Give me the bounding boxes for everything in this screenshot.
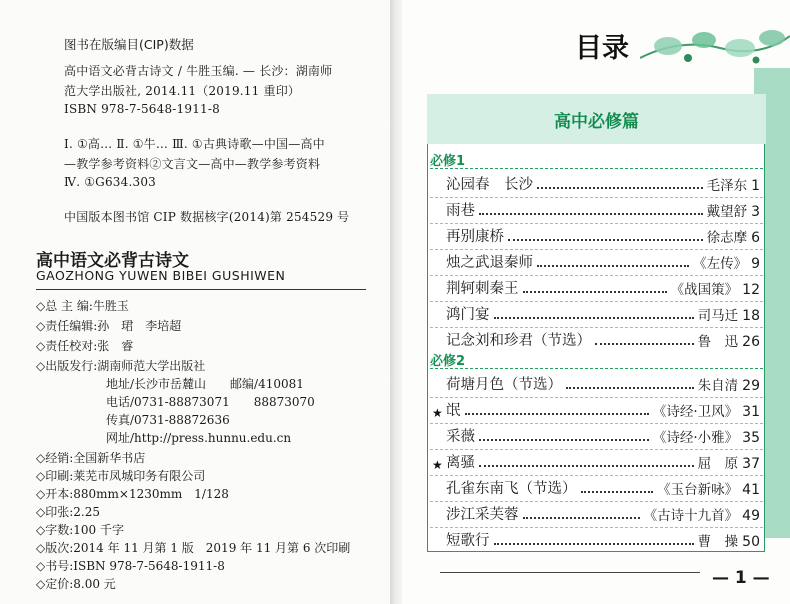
book-pinyin: GAOZHONG YUWEN BIBEI GUSHIWEN: [36, 268, 286, 283]
cip-title: 图书在版编目(CIP)数据: [64, 37, 194, 52]
book-gutter: [390, 0, 402, 604]
divider: [36, 289, 366, 290]
toc-section-label: 必修1: [430, 154, 466, 169]
info-edition: ◇版次:2014 年 11 月第 1 版 2019 年 11 月第 6 次印刷: [36, 541, 351, 555]
dot-leader: [523, 291, 667, 293]
toc-entry-author: 《诗经·卫风》: [652, 404, 739, 420]
info-responsible-editor: ◇责任编辑:孙 珺 李培超: [36, 319, 182, 333]
dot-leader: [581, 491, 654, 493]
toc-entry-title: 采薇: [446, 429, 475, 445]
toc-entry[interactable]: [446, 198, 760, 220]
toc-entry-author: 徐志摩: [706, 230, 748, 246]
dot-leader: [494, 317, 694, 319]
cip-record-number: 中国版本图书馆 CIP 数据核字(2014)第 254529 号: [64, 210, 350, 224]
toc-entry[interactable]: [446, 372, 760, 394]
toc-heading: 目录: [575, 33, 629, 64]
toc-entry-author: 鲁 迅: [697, 334, 739, 350]
info-price: ◇定价:8.00 元: [36, 577, 116, 591]
info-isbn: ◇书号:ISBN 978-7-5648-1911-8: [36, 559, 225, 573]
info-distributor: ◇经销:全国新华书店: [36, 451, 146, 465]
dot-leader: [595, 343, 694, 345]
toc-entry-page: 41: [742, 482, 760, 498]
toc-entry-title: 氓: [446, 403, 461, 419]
toc-entry-page: 3: [751, 204, 760, 220]
star-icon: ★: [432, 406, 443, 420]
star-icon: ★: [432, 458, 443, 472]
dot-leader: [566, 387, 694, 389]
toc-entry[interactable]: [446, 476, 760, 498]
page-number: — 1 —: [712, 568, 770, 588]
toc-entry-page: 35: [742, 430, 760, 446]
toc-entry-author: 屈 原: [697, 456, 739, 472]
toc-entry-page: 1: [751, 178, 760, 194]
toc-entry[interactable]: [446, 528, 760, 550]
toc-entry-title: 涉江采芙蓉: [446, 507, 519, 523]
toc-entry-title: 记念刘和珍君（节选）: [446, 333, 591, 349]
toc-entry[interactable]: [446, 224, 760, 246]
dot-leader: [479, 465, 694, 467]
info-format: ◇开本:880mm×1230mm 1/128: [36, 487, 229, 501]
toc-entry-title: 离骚: [446, 455, 475, 471]
toc-entry-page: 31: [742, 404, 760, 420]
toc-entry-author: 《诗经·小雅》: [652, 430, 739, 446]
toc-entry-author: 《战国策》: [670, 282, 739, 298]
book-title: 高中语文必背古诗文: [36, 251, 189, 271]
info-sheets: ◇印张:2.25: [36, 505, 100, 519]
toc-entry-author: 《古诗十九首》: [643, 508, 739, 524]
toc-entry-author: 毛泽东: [706, 178, 748, 194]
dot-leader: [537, 187, 703, 189]
toc-entry-author: 朱自清: [697, 378, 739, 394]
toc-entry-title: 短歌行: [446, 533, 490, 549]
toc-entry[interactable]: [446, 328, 760, 350]
footer-rule: [440, 572, 700, 573]
leaf-decoration-icon: [640, 18, 790, 78]
toc-entry[interactable]: [446, 502, 760, 524]
toc-entry-title: 再别康桥: [446, 229, 504, 245]
dot-leader: [494, 543, 694, 545]
info-phone: 电话/0731-88873071 88873070: [106, 395, 315, 409]
cip-line: Ⅰ. ①高… Ⅱ. ①牛… Ⅲ. ①古典诗歌—中国—高中: [64, 137, 325, 151]
toc-entry-author: 曹 操: [697, 534, 739, 550]
toc-entry-author: 《左传》: [693, 256, 748, 272]
toc-entry-page: 6: [751, 230, 760, 246]
dot-leader: [523, 517, 640, 519]
toc-entry[interactable]: [432, 398, 760, 420]
section-divider: [430, 368, 763, 369]
toc-entry[interactable]: [432, 450, 760, 472]
info-address: 地址/长沙市岳麓山 邮编/410081: [106, 377, 304, 391]
toc-entry-page: 49: [742, 508, 760, 524]
toc-entry-page: 9: [751, 256, 760, 272]
toc-entry[interactable]: [446, 172, 760, 194]
dot-leader: [465, 413, 649, 415]
info-editor-in-chief: ◇总 主 编:牛胜玉: [36, 299, 129, 313]
toc-entry-author: 司马迁: [697, 308, 739, 324]
toc-entry-title: 鸿门宴: [446, 307, 490, 323]
cip-line: Ⅳ. ①G634.303: [64, 175, 156, 189]
toc-section-label: 必修2: [430, 354, 466, 369]
info-publisher: ◇出版发行:湖南师范大学出版社: [36, 359, 206, 373]
toc-entry[interactable]: [446, 250, 760, 272]
toc-entry-title: 烛之武退秦师: [446, 255, 533, 271]
toc-entry-page: 29: [742, 378, 760, 394]
info-proofreader: ◇责任校对:张 睿: [36, 339, 134, 353]
cip-line: —教学参考资料②文言文—高中—教学参考资料: [64, 157, 321, 171]
info-words: ◇字数:100 千字: [36, 523, 124, 537]
dot-leader: [479, 213, 703, 215]
toc-entry-page: 18: [742, 308, 760, 324]
cip-line: ISBN 978-7-5648-1911-8: [64, 102, 220, 116]
toc-entry[interactable]: [446, 276, 760, 298]
dot-leader: [508, 239, 703, 241]
dot-leader: [537, 265, 689, 267]
toc-entry-title: 雨巷: [446, 203, 475, 219]
info-website: 网址/http://press.hunnu.edu.cn: [106, 431, 292, 445]
toc-entry[interactable]: [446, 424, 760, 446]
info-fax: 传真/0731-88872636: [106, 413, 230, 427]
dot-leader: [479, 439, 649, 441]
toc-entry-page: 26: [742, 334, 760, 350]
toc-entry-title: 荷塘月色（节选）: [446, 377, 562, 393]
toc-entry-page: 12: [742, 282, 760, 298]
toc-entry[interactable]: [446, 302, 760, 324]
section-divider: [430, 168, 763, 169]
toc-entry-page: 37: [742, 456, 760, 472]
info-printer: ◇印刷:莱芜市凤城印务有限公司: [36, 469, 206, 483]
toc-header-title: 高中必修篇: [554, 112, 639, 132]
toc-entry-page: 50: [742, 534, 760, 550]
toc-entry-title: 荆轲刺秦王: [446, 281, 519, 297]
toc-entry-author: 《玉台新咏》: [657, 482, 739, 498]
cip-line: 范大学出版社, 2014.11（2019.11 重印）: [64, 84, 301, 98]
cip-line: 高中语文必背古诗文 / 牛胜玉编. — 长沙：湖南师: [64, 64, 333, 78]
toc-entry-author: 戴望舒: [706, 204, 748, 220]
toc-entry-title: 孔雀东南飞（节选）: [446, 481, 577, 497]
toc-entry-title: 沁园春 长沙: [446, 177, 533, 193]
